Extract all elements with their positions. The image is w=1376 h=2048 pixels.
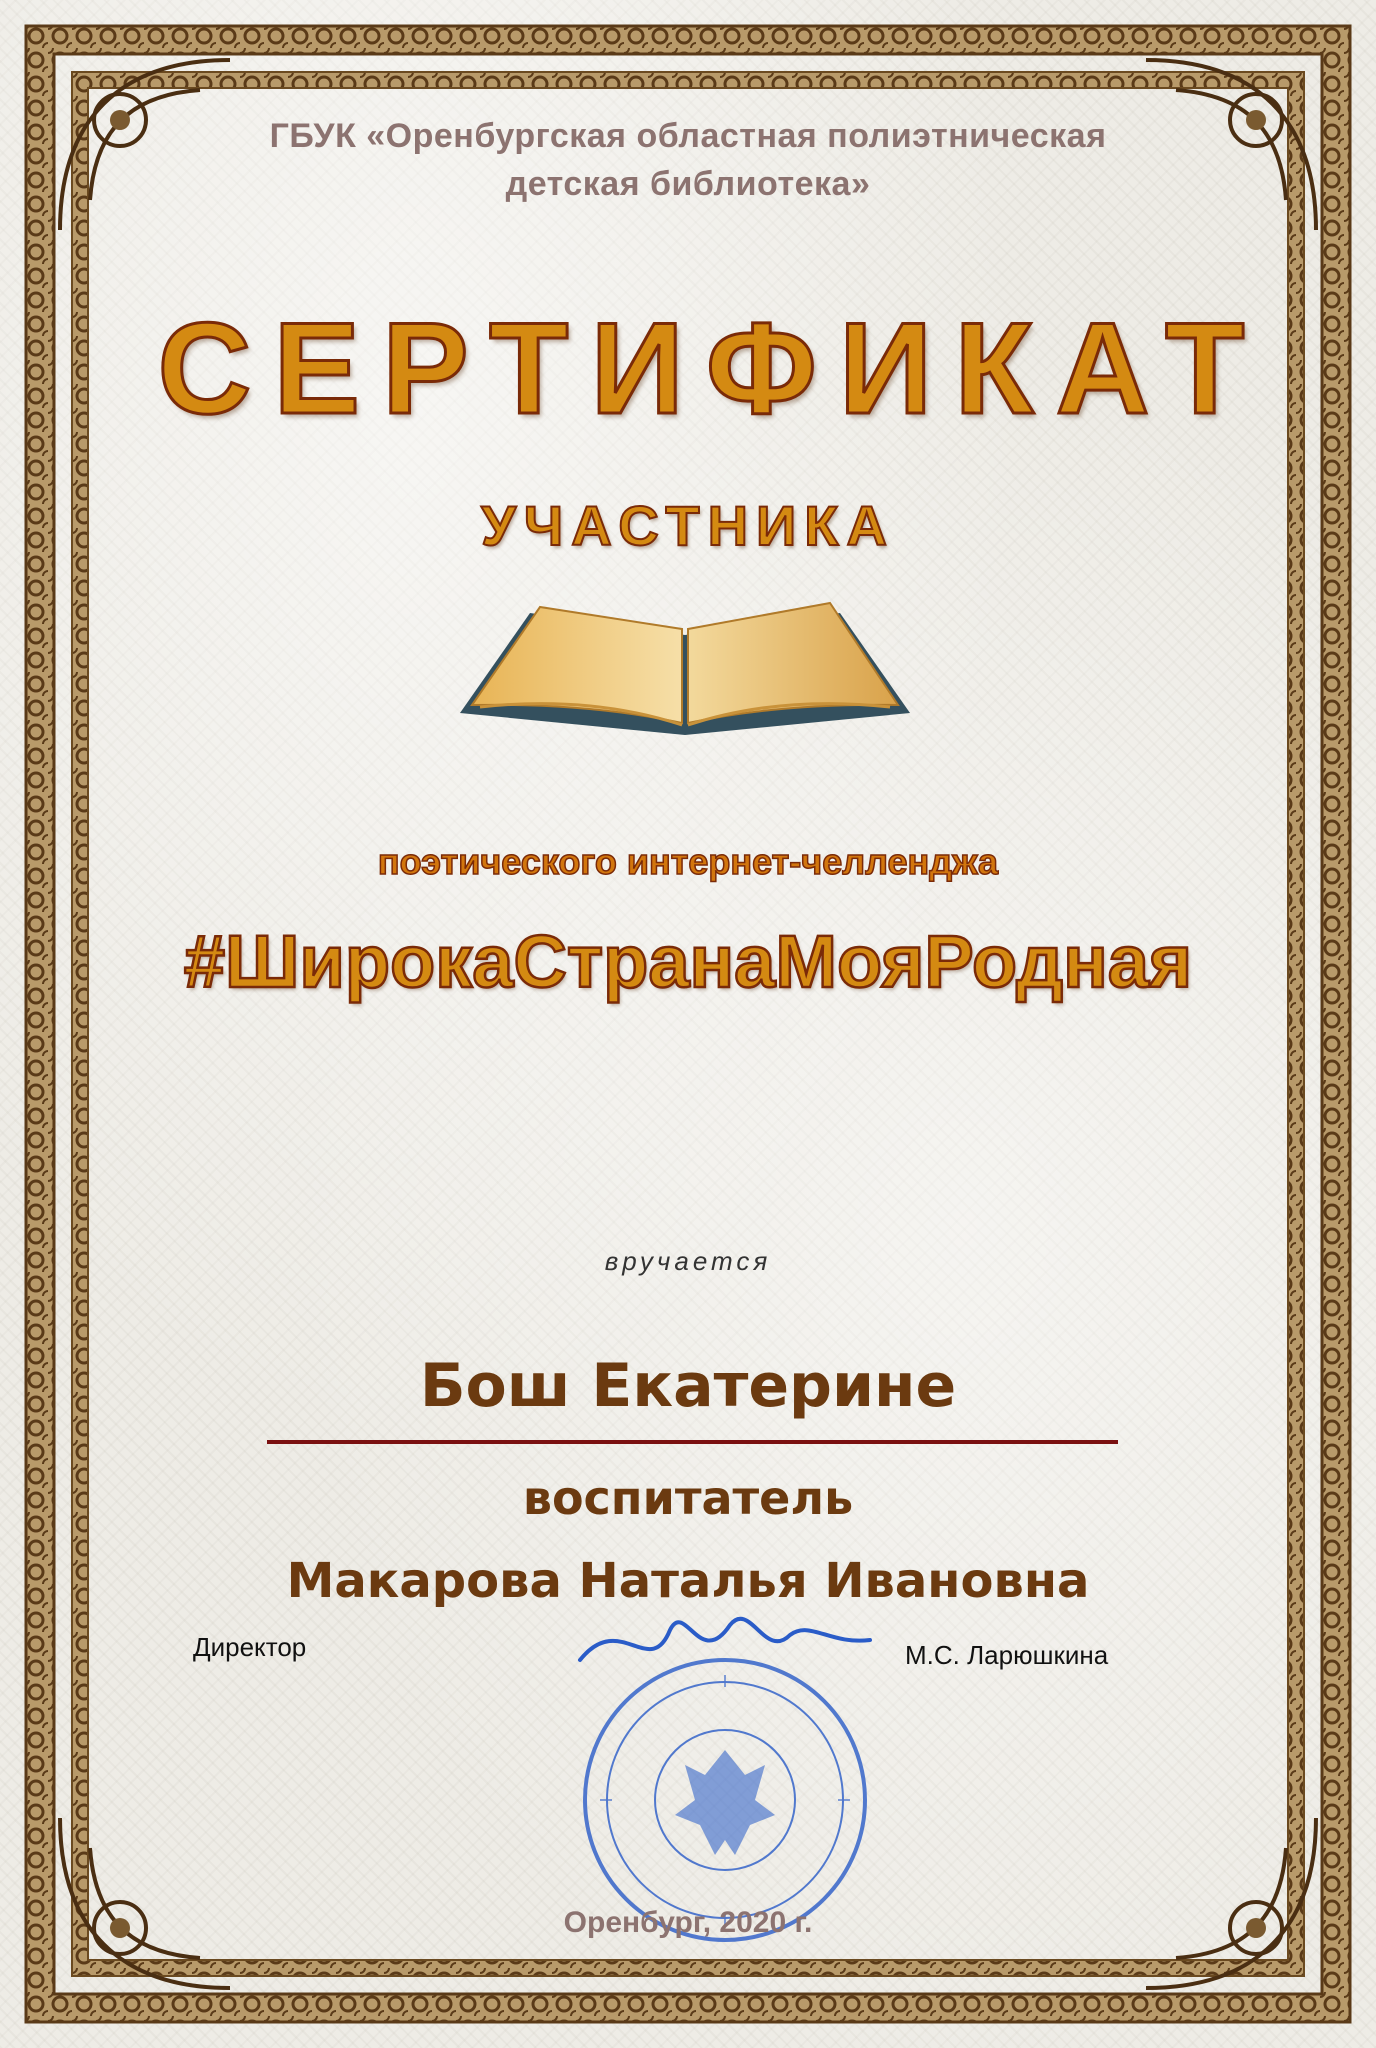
handwritten-signature (580, 1619, 870, 1660)
organization-line-2: детская библиотека» (505, 165, 871, 203)
teacher-role: воспитатель (522, 1471, 854, 1525)
teacher-name: Макарова Наталья Ивановна (286, 1553, 1090, 1609)
signature-name: М.С. Ларюшкина (905, 1640, 1109, 1670)
event-hashtag: #ШирокаСтранаМояРодная (183, 920, 1193, 1003)
open-book-icon (460, 595, 910, 740)
organization-name (0, 112, 1376, 208)
organization-line-1: ГБУК «Оренбургская областная полиэтническая (269, 117, 1107, 155)
certificate-title: СЕРТИФИКАТ (157, 295, 1267, 441)
recipient-name: Бош Екатерине (419, 1351, 957, 1421)
certificate-subtitle: УЧАСТНИКА (481, 494, 895, 557)
signature-position: Директор (193, 1632, 307, 1662)
event-description: поэтического интернет-челленджа (377, 841, 999, 882)
city-year: Оренбург, 2020 г. (563, 1906, 813, 1939)
recipient-underline (267, 1440, 1118, 1444)
awarded-label: вручается (604, 1246, 772, 1276)
